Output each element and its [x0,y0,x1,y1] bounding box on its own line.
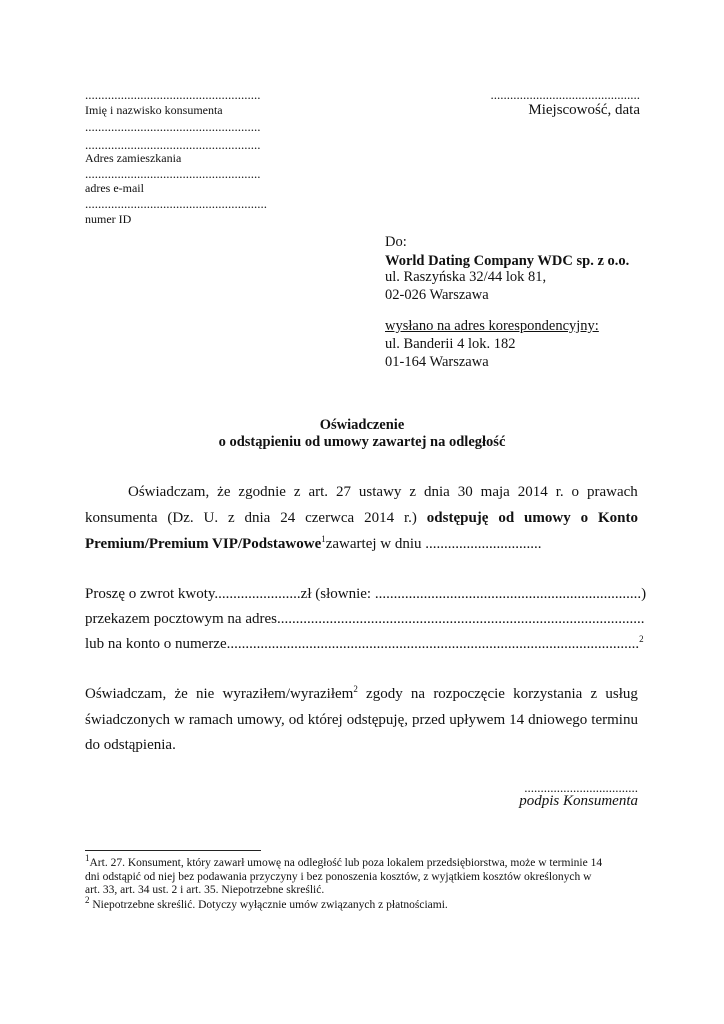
p1l2-word-1: (Dz. [167,510,194,526]
p3l1-word-4 [366,686,403,703]
paragraph-1-line-2 [85,510,638,527]
p3l2-word-2: ramach [188,712,233,728]
p3l2-word-9: 14 [509,712,525,728]
p1l1-word-2: zgodnie [238,484,286,500]
p3l2-word-11: terminu [591,712,638,728]
p1l1-word-6: ustawy [358,484,402,500]
correspondence-street: ul. Banderii 4 lok. 182 [385,336,516,352]
email-dots: ...................................................... [85,166,261,181]
p3l1-word-text-9: usług [605,686,638,702]
p1l1-word-0: Oświadczam, [128,484,210,500]
p1l2-bold-word-3: o [580,510,589,526]
footnote-separator [85,850,261,851]
paragraph-3-line-3: do odstąpienia. [85,737,176,753]
document-title: Oświadczenie [319,417,405,433]
p3l2-word-0: świadczonych [85,712,170,728]
p1l2-word-6: czerwca [305,510,355,526]
p1l1-word-3: z [293,484,301,500]
p1l1-word-8: dnia [423,484,450,500]
p3l1-word-text-7: korzystania [513,686,583,702]
name-label: Imię i nazwisko konsumenta [85,103,223,117]
p1l2-word-5: 24 [280,510,296,526]
p1l1-word-13: o [571,484,580,500]
p3l1-word-text-4: zgody [366,686,403,702]
footnote-1-line-2: dni odstąpić od niej bez podawania przyczyny i bez ponoszenia kosztów, z wyjątkiem kosztów określonych w [85,871,592,883]
email-label: adres e-mail [85,181,144,195]
p3l1-word-text-8: z [590,686,598,702]
footnote-1-text: Art. 27. Konsument, który zawarł umowę na odległość lub poza lokalem przedsiębiorstwa, może w terminie 14 [89,857,603,869]
p1l2-word-3: z [227,510,235,526]
footnote-2-text: Niepotrzebne skreślić. Dotyczy wyłącznie umów związanych z płatnościami. [89,899,448,911]
p1l1-word-10: maja [480,484,510,500]
signature-label: podpis Konsumenta [519,793,638,809]
p1l2-word-8: r.) [403,510,417,526]
p1l2-bold-word-4: Konto [597,510,638,526]
p3l1-word-1 [174,686,187,703]
p3l1-word-6 [433,686,505,703]
footnote-1-marker: 1 [85,853,90,864]
paragraph-3-line-2 [85,712,638,729]
signature-dots: ................................... [524,780,638,795]
p3l2-word-1: w [173,712,185,728]
p3l1-word-3 [223,686,358,703]
address-label: Adres zamieszkania [85,151,182,165]
p3l1-word-8 [591,686,598,703]
p3l2-word-8: upływem [449,712,506,728]
p3l2-word-3: umowy, [236,712,285,728]
p3l1-word-text-1: że [174,686,188,702]
p1l1-word-4: art. [308,484,329,500]
place-date-label: Miejscowość, data [528,102,640,118]
paragraph-3-line-1 [85,686,638,703]
p1l2-bold-word-0: odstępuję [426,510,489,526]
p3l1-word-text-3: wyraziłem/wyraziłem [222,686,354,702]
footnote-ref-2: 2 [639,634,644,644]
p3l1-word-9 [605,686,638,703]
p1l2-word-4: dnia [244,510,271,526]
footnote-2 [85,895,448,912]
p3l1-word-text-2: nie [195,686,215,702]
footnote-ref-2b: 2 [353,684,358,694]
p1l2-word-7: 2014 [364,510,395,526]
recipient-company: World Dating Company WDC sp. z o.o. [385,253,630,269]
footnote-2-marker: 2 [85,895,90,906]
postal-order-line: przekazem pocztowym na adres.................................................................................................. [85,611,645,627]
p1l2-bold-word-2: umowy [524,510,571,526]
address-dots-1: ...................................................... [85,119,261,134]
p3l2-word-7: przed [411,712,446,728]
p3l1-word-text-0: Oświadczam, [85,686,167,702]
p3l1-word-2 [196,686,214,703]
p1l2-word-0: konsumenta [85,510,158,526]
address-dots-2: ...................................................... [85,137,261,152]
correspondence-city: 01-164 Warszawa [385,354,489,370]
name-dots: ...................................................... [85,87,261,102]
p1l1-word-7: z [409,484,417,500]
id-label: numer ID [85,212,132,226]
paragraph-1-line-1 [128,484,638,501]
footnote-1-line-1 [85,853,603,870]
p3l1-word-5 [411,686,425,703]
p3l1-word-text-6: rozpoczęcie [433,686,505,702]
p1l1-word-11: 2014 [517,484,548,500]
id-dots: ........................................................ [85,196,267,211]
bank-account-line [85,636,644,653]
bank-account-text: lub na konto o numerze.............................................................................................................. [85,636,640,652]
to-label: Do: [385,234,407,250]
p1l2-word-2: U. [203,510,219,526]
p3l1-word-7 [513,686,582,703]
p3l2-word-6: odstępuję, [346,712,408,728]
p3l2-word-5: której [307,712,343,728]
p1l1-word-5: 27 [335,484,351,500]
p3l1-word-text-5: na [410,686,426,702]
place-date-dots: .............................................. [490,87,640,102]
correspondence-label: wysłano na adres korespondencyjny: [385,318,599,334]
p3l2-word-4: od [288,712,304,728]
p1l1-word-9: 30 [457,484,473,500]
recipient-city: 02-026 Warszawa [385,287,489,303]
contract-date-text: zawartej w dniu ............................... [325,536,542,552]
paragraph-1-line-3 [85,536,542,553]
p3l1-word-0 [85,686,166,703]
p1l1-word-12: r. [555,484,564,500]
contract-type: Premium/Premium VIP/Podstawowe [85,536,322,552]
footnote-1-line-3: art. 33, art. 34 ust. 2 i art. 35. Niepotrzebne skreślić. [85,884,325,896]
p3l2-word-10: dniowego [528,712,588,728]
footnote-ref-1: 1 [321,534,326,544]
p1l1-word-14: prawach [586,484,638,500]
recipient-street: ul. Raszyńska 32/44 lok 81, [385,269,547,285]
refund-amount-line: Proszę o zwrot kwoty.......................zł (słownie: .......................................................................) [85,586,647,602]
p1l1-word-1: że [217,484,231,500]
document-subtitle: o odstąpieniu od umowy zawartej na odległość [218,434,506,450]
p1l2-bold-word-1: od [498,510,515,526]
